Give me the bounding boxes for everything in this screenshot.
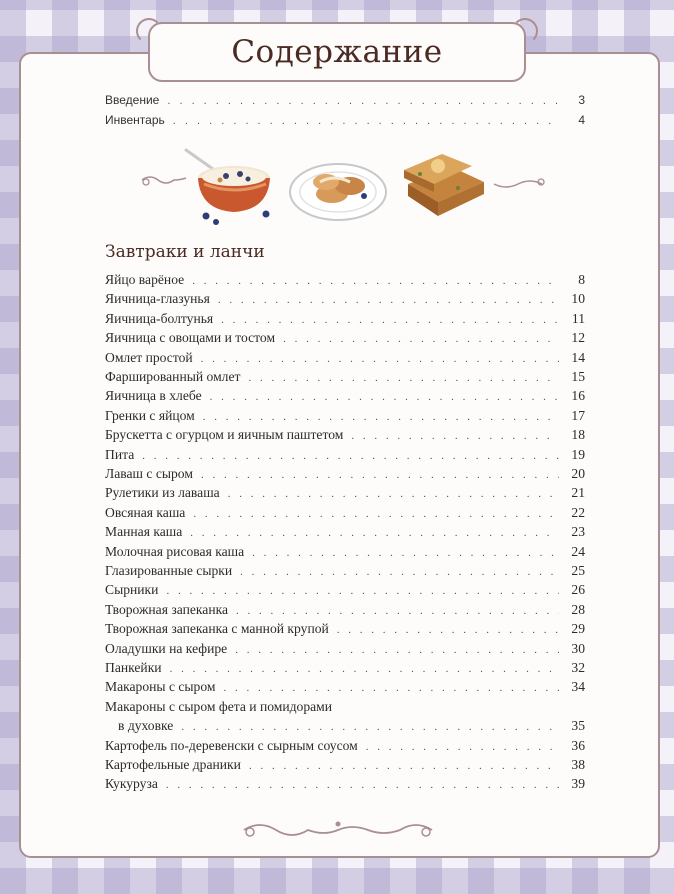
entry-title: Сырники — [105, 582, 159, 597]
toc-entry[interactable] — [105, 738, 585, 758]
entry-page: 19 — [571, 447, 585, 462]
entry-page: 23 — [571, 524, 585, 539]
bottom-flourish-icon — [240, 818, 436, 840]
entry-page: 15 — [571, 369, 585, 384]
toc-entry-intro[interactable] — [105, 93, 585, 113]
entry-page: 22 — [571, 505, 585, 520]
entry-title: Молочная рисовая каша — [105, 544, 245, 559]
entry-page: 24 — [571, 544, 585, 559]
toc-entry[interactable] — [105, 369, 585, 389]
entry-title: Овсяная каша — [105, 505, 186, 520]
dot-leader — [221, 314, 559, 326]
entry-page: 38 — [571, 757, 585, 772]
dot-leader — [252, 547, 559, 559]
entry-title: Панкейки — [105, 660, 162, 675]
toc-entry[interactable] — [105, 427, 585, 447]
toc-entry[interactable] — [105, 660, 585, 680]
entry-page: 25 — [571, 563, 585, 578]
toc-entry[interactable] — [118, 718, 585, 738]
toc-entry[interactable] — [105, 330, 585, 350]
toc-entry[interactable] — [105, 621, 585, 641]
toc-entry[interactable] — [105, 505, 585, 525]
title-plaque — [148, 22, 526, 82]
dot-leader — [235, 644, 559, 656]
toc-entry[interactable] — [105, 447, 585, 467]
entry-page: 8 — [578, 272, 585, 287]
toc-entry[interactable] — [105, 350, 585, 370]
entry-title: Омлет простой — [105, 350, 193, 365]
entry-title: Брускетта с огурцом и яичным паштетом — [105, 427, 344, 442]
dot-leader — [166, 779, 559, 791]
entry-title: Яичница-глазунья — [105, 291, 210, 306]
toc-entry[interactable] — [105, 544, 585, 564]
entry-page: 14 — [571, 350, 585, 365]
entry-page: 11 — [571, 311, 585, 326]
entry-page: 20 — [571, 466, 585, 481]
dot-leader — [351, 430, 559, 442]
toc-entry[interactable] — [105, 291, 585, 311]
entry-page: 28 — [571, 602, 585, 617]
toc-entry[interactable] — [105, 563, 585, 583]
toc-entry[interactable] — [105, 602, 585, 622]
toc-entry[interactable] — [105, 582, 585, 602]
entry-title: Гренки с яйцом — [105, 408, 195, 423]
entry-page: 16 — [571, 388, 585, 403]
toc-entry[interactable] — [105, 485, 585, 505]
entry-title: Манная каша — [105, 524, 183, 539]
entry-title: Картофельные драники — [105, 757, 241, 772]
toc-entry[interactable] — [105, 679, 585, 699]
porridge-bowl-icon — [182, 144, 282, 228]
toc-entry[interactable] — [105, 408, 585, 428]
entry-page: 18 — [571, 427, 585, 442]
dot-leader — [249, 760, 559, 772]
entry-page: 29 — [571, 621, 585, 636]
dot-leader — [192, 275, 559, 287]
dot-leader — [236, 605, 559, 617]
dot-leader — [201, 353, 559, 365]
entry-page: 39 — [571, 776, 585, 791]
left-flourish-icon — [140, 172, 188, 188]
dot-leader — [170, 663, 559, 675]
dot-leader — [210, 391, 559, 403]
toc-entry[interactable] — [105, 776, 585, 796]
entry-page: 3 — [578, 93, 585, 107]
dot-leader — [283, 333, 559, 345]
dot-leader — [166, 585, 559, 597]
toc-entry[interactable] — [105, 641, 585, 661]
entry-title: Лаваш с сыром — [105, 466, 193, 481]
dot-leader — [218, 294, 559, 306]
toc-entry[interactable] — [105, 311, 585, 331]
entry-title: Картофель по-деревенски с сырным соусом — [105, 738, 358, 753]
dot-leader — [228, 488, 559, 500]
toc-entry[interactable] — [105, 757, 585, 777]
entry-page: 35 — [571, 718, 585, 733]
entry-title: Инвентарь — [105, 113, 165, 127]
dot-leader — [193, 508, 559, 520]
entry-title: Введение — [105, 93, 160, 107]
entry-page: 17 — [571, 408, 585, 423]
dot-leader — [337, 624, 559, 636]
entry-title: Макароны с сыром фета и помидорами — [105, 699, 333, 714]
toc-entry[interactable] — [105, 524, 585, 544]
toc-entry[interactable] — [105, 388, 585, 408]
toc-entry[interactable] — [105, 466, 585, 486]
entry-title: Яичница в хлебе — [105, 388, 202, 403]
french-toast-icon — [398, 146, 490, 224]
entry-title: Макароны с сыром — [105, 679, 216, 694]
entry-title: Творожная запеканка с манной крупой — [105, 621, 329, 636]
entry-title: Оладушки на кефире — [105, 641, 228, 656]
section-heading: Завтраки и ланчи — [105, 242, 265, 262]
entry-page: 34 — [571, 679, 585, 694]
entry-page: 32 — [571, 660, 585, 675]
dot-leader — [224, 682, 560, 694]
dot-leader — [366, 741, 559, 753]
entry-title: Яичница с овощами и тостом — [105, 330, 276, 345]
entry-title: Пита — [105, 447, 135, 462]
entry-title: Творожная запеканка — [105, 602, 229, 617]
entry-title: в духовке — [118, 718, 174, 733]
entry-title: Глазированные сырки — [105, 563, 233, 578]
right-flourish-icon — [492, 176, 548, 192]
entry-page: 12 — [571, 330, 585, 345]
entry-page: 30 — [571, 641, 585, 656]
dot-leader — [240, 566, 559, 578]
dot-leader — [203, 411, 559, 423]
dot-leader — [201, 469, 559, 481]
dot-leader — [248, 372, 559, 384]
entry-page: 21 — [571, 485, 585, 500]
toc-entry[interactable] — [105, 699, 365, 719]
page-title: Содержание — [231, 34, 443, 70]
dot-leader — [142, 450, 559, 462]
entry-title: Рулетики из лаваша — [105, 485, 220, 500]
entry-title: Яйцо варёное — [105, 272, 185, 287]
dot-leader — [167, 95, 559, 107]
entry-title: Кукуруза — [105, 776, 158, 791]
entry-page: 4 — [578, 113, 585, 127]
cheese-pancakes-plate-icon — [288, 156, 388, 224]
toc-entry[interactable] — [105, 272, 585, 292]
toc-entry-equipment[interactable] — [105, 113, 585, 133]
dot-leader — [190, 527, 559, 539]
entry-page: 26 — [571, 582, 585, 597]
entry-title: Яичница-болтунья — [105, 311, 214, 326]
entry-page: 10 — [571, 291, 585, 306]
entry-page: 36 — [571, 738, 585, 753]
dot-leader — [173, 115, 559, 127]
entry-title: Фаршированный омлет — [105, 369, 241, 384]
dot-leader — [181, 721, 559, 733]
